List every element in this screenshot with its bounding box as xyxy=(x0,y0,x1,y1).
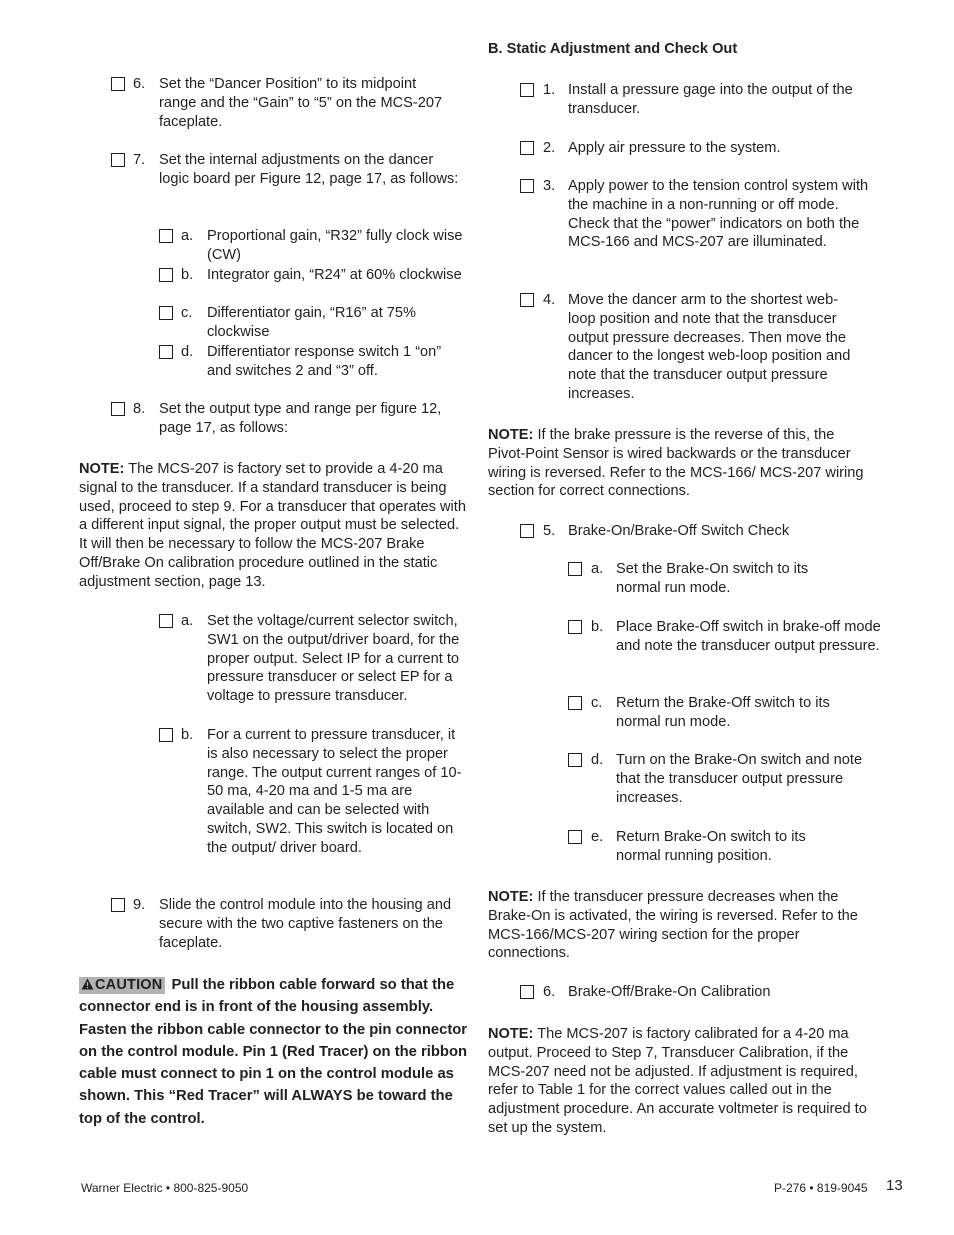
checkbox[interactable] xyxy=(159,306,173,320)
page-number: 13 xyxy=(886,1177,903,1194)
note-factory-set xyxy=(79,460,471,592)
step-text: Brake-Off/Brake-On Calibration xyxy=(568,984,771,1000)
step-text: Brake-On/Brake-Off Switch Check xyxy=(568,523,790,539)
sub-text: Set the Brake-On switch to its normal run mode. xyxy=(616,561,809,596)
step-number: 6. xyxy=(133,76,146,92)
checkbox[interactable] xyxy=(159,345,173,359)
step-text: Install a pressure gage into the output of the transducer. xyxy=(568,82,853,117)
step-text: Apply power to the tension control system with the machine in a non-running or off mode. Check that the “power” indicators on both the MCS-166 and MCS-207 are illuminated. xyxy=(568,178,869,251)
checkbox[interactable] xyxy=(111,77,125,91)
sub-letter: a. xyxy=(591,561,604,577)
sub-text: Proportional gain, “R32” fully clock wise (CW) xyxy=(207,228,463,263)
checkbox[interactable] xyxy=(111,898,125,912)
step-number: 4. xyxy=(543,292,556,308)
checkbox[interactable] xyxy=(568,696,582,710)
note-text: The MCS-207 is factory calibrated for a 4-20 ma output. Proceed to Step 7, Transducer Calibration, if the MCS-207 need not be adjusted. If adjustment is required, refer to Table 1 for the correct values called out in the adjustment procedure. An accurate voltmeter is required to set up the system. xyxy=(488,1026,867,1136)
sub-text: Differentiator gain, “R16” at 75% clockwise xyxy=(207,305,417,340)
note-wiring-reversed xyxy=(488,888,874,963)
caution-block xyxy=(79,974,471,1130)
sub-letter: c. xyxy=(181,305,193,321)
sub-letter: a. xyxy=(181,228,194,244)
step-number: 1. xyxy=(543,82,556,98)
checkbox[interactable] xyxy=(520,293,534,307)
step-number: 6. xyxy=(543,984,556,1000)
checkbox[interactable] xyxy=(159,614,173,628)
footer-right: P-276 • 819-9045 xyxy=(774,1181,868,1195)
sub-text: For a current to pressure transducer, it is also necessary to select the proper range. The output current ranges of 10-50 ma, 4-20 ma and 1-5 ma are available and can be selected with switch, SW2. This switch is located on the output/ driver board. xyxy=(207,727,462,856)
sub-text: Place Brake-Off switch in brake-off mode and note the transducer output pressure. xyxy=(616,619,881,654)
checkbox[interactable] xyxy=(520,141,534,155)
footer-left: Warner Electric • 800-825-9050 xyxy=(81,1181,249,1195)
step-number: 5. xyxy=(543,523,556,539)
caution-text: Pull the ribbon cable forward so that the connector end is in front of the housing assembly. Fasten the ribbon cable connector to the pin connector on the control module. Pin 1 (Red Tracer) on the ribbon cable must connect to pin 1 on the control module as shown. This “Red Tracer” will ALWAYS be toward the top of the control. xyxy=(79,977,468,1127)
warning-triangle-icon xyxy=(81,978,94,990)
step-number: 3. xyxy=(543,178,556,194)
sub-text: Integrator gain, “R24” at 60% clockwise xyxy=(207,267,462,283)
checkbox[interactable] xyxy=(568,620,582,634)
sub-letter: b. xyxy=(181,727,194,743)
checkbox[interactable] xyxy=(111,402,125,416)
sub-text: Turn on the Brake-On switch and note that the transducer output pressure increases. xyxy=(616,752,863,806)
note-text: If the transducer pressure decreases when the Brake-On is activated, the wiring is reversed. Refer to the MCS-166/MCS-207 wiring section for the proper connections. xyxy=(488,889,858,962)
sub-text: Return the Brake-Off switch to its normal run mode. xyxy=(616,695,830,730)
step-number: 2. xyxy=(543,140,556,156)
checkbox[interactable] xyxy=(568,753,582,767)
step-text: Apply air pressure to the system. xyxy=(568,140,781,156)
checkbox[interactable] xyxy=(159,268,173,282)
checkbox[interactable] xyxy=(111,153,125,167)
sub-letter: c. xyxy=(591,695,603,711)
sub-letter: a. xyxy=(181,613,194,629)
note-text: If the brake pressure is the reverse of this, the Pivot-Point Sensor is wired backwards or the transducer wiring is reversed. Refer to the MCS-166/ MCS-207 wiring section for correct connections. xyxy=(488,427,864,500)
note-factory-calibrated xyxy=(488,1025,880,1138)
step-number: 9. xyxy=(133,897,146,913)
checkbox[interactable] xyxy=(159,229,173,243)
step-text: Set the “Dancer Position” to its midpoint range and the “Gain” to “5” on the MCS-207 faceplate. xyxy=(159,76,443,130)
checkbox[interactable] xyxy=(520,524,534,538)
caution-badge xyxy=(79,977,165,994)
note-text: The MCS-207 is factory set to provide a 4-20 ma signal to the transducer. If a standard transducer is being used, proceed to step 9. For a transducer that operates with a different input signal, the proper output must be selected. It will then be necessary to follow the MCS-207 Brake Off/Brake On calibration procedure outlined in the static adjustment section, page 13. xyxy=(79,461,466,590)
note-label: NOTE: xyxy=(488,427,534,443)
sub-text: Return Brake-On switch to its normal running position. xyxy=(616,829,806,864)
checkbox[interactable] xyxy=(520,83,534,97)
caution-label: CAUTION xyxy=(95,977,163,993)
note-label: NOTE: xyxy=(488,889,534,905)
step-text: Slide the control module into the housing and secure with the two captive fasteners on the faceplate. xyxy=(159,897,452,951)
sub-text: Differentiator response switch 1 “on” and switches 2 and “3” off. xyxy=(207,344,442,379)
checkbox[interactable] xyxy=(159,728,173,742)
step-number: 8. xyxy=(133,401,146,417)
checkbox[interactable] xyxy=(520,179,534,193)
section-heading: B. Static Adjustment and Check Out xyxy=(488,41,738,57)
note-label: NOTE: xyxy=(79,461,125,477)
sub-letter: d. xyxy=(181,344,194,360)
note-brake-pressure-reverse xyxy=(488,426,868,501)
sub-letter: b. xyxy=(591,619,604,635)
step-number: 7. xyxy=(133,152,146,168)
checkbox[interactable] xyxy=(568,830,582,844)
note-label: NOTE: xyxy=(488,1026,534,1042)
sub-letter: d. xyxy=(591,752,604,768)
sub-letter: e. xyxy=(591,829,604,845)
checkbox[interactable] xyxy=(520,985,534,999)
checkbox[interactable] xyxy=(568,562,582,576)
sub-letter: b. xyxy=(181,267,194,283)
step-text: Set the internal adjustments on the dancer logic board per Figure 12, page 17, as follows: xyxy=(159,152,459,187)
step-text: Move the dancer arm to the shortest web-loop position and note that the transducer output pressure decreases. Then move the dancer to the longest web-loop position and note that the transducer output pressure increases. xyxy=(568,292,851,402)
sub-text: Set the voltage/current selector switch, SW1 on the output/driver board, for the proper output. Select IP for a current to pressure transducer or select EP for a voltage to pressure transducer. xyxy=(207,613,460,705)
step-text: Set the output type and range per figure 12, page 17, as follows: xyxy=(159,401,442,436)
